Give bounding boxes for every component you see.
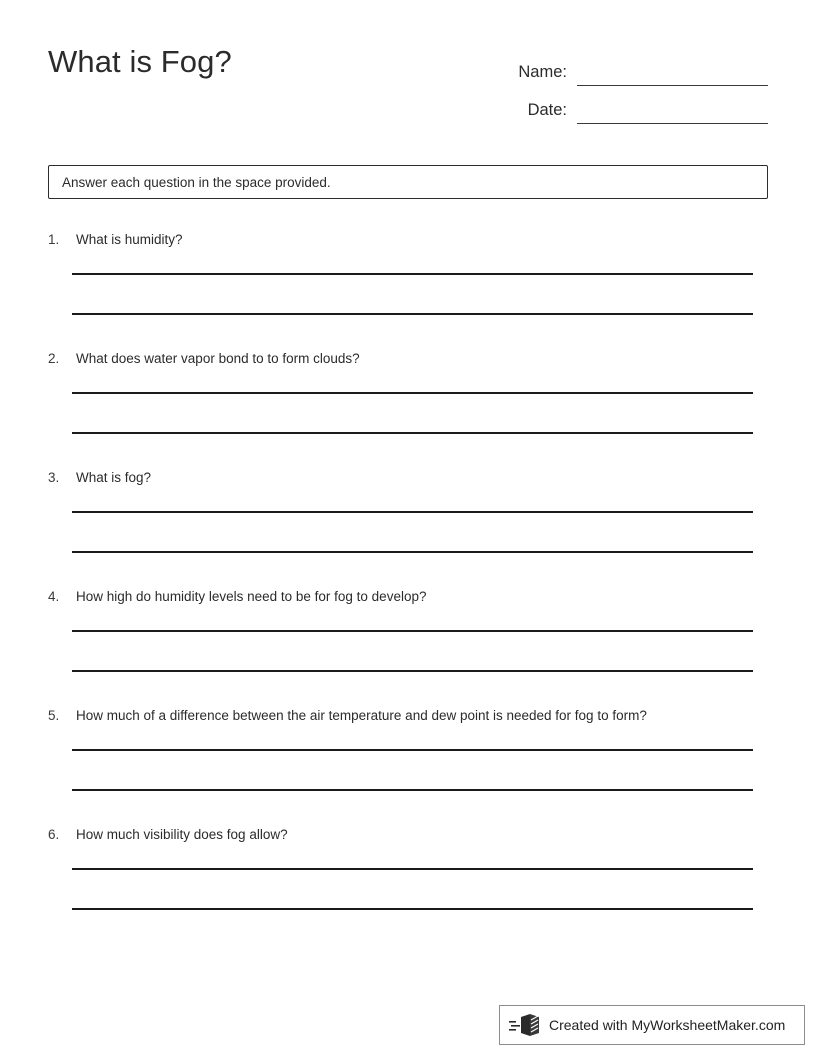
footer-badge-text: Created with MyWorksheetMaker.com: [549, 1017, 786, 1033]
name-date-group: [496, 48, 768, 124]
answer-line[interactable]: [72, 908, 753, 910]
answer-line[interactable]: [72, 273, 753, 275]
question-heading: [48, 469, 768, 487]
answer-line[interactable]: [72, 392, 753, 394]
question-number: 4.: [48, 589, 60, 604]
question-item: [48, 469, 768, 588]
question-heading: [48, 231, 768, 249]
question-number: 2.: [48, 351, 60, 366]
question-number: 6.: [48, 827, 60, 842]
instructions-text: Answer each question in the space provided.: [62, 174, 331, 190]
worksheet-maker-logo-icon: [509, 1011, 543, 1039]
question-text: What does water vapor bond to to form clouds?: [76, 351, 360, 366]
questions-list: [48, 231, 768, 945]
worksheet-header: [48, 40, 768, 130]
answer-line[interactable]: [72, 432, 753, 434]
question-number: 5.: [48, 708, 60, 723]
question-item: [48, 707, 768, 826]
name-row: [496, 48, 768, 86]
question-number: 1.: [48, 232, 60, 247]
question-item: [48, 231, 768, 350]
page-title: What is Fog?: [48, 44, 232, 79]
question-heading: [48, 707, 768, 725]
question-text: How high do humidity levels need to be for fog to develop?: [76, 589, 427, 604]
name-input-line[interactable]: [577, 63, 768, 86]
instructions-box: [48, 165, 768, 199]
question-item: [48, 350, 768, 469]
answer-line[interactable]: [72, 630, 753, 632]
answer-line[interactable]: [72, 749, 753, 751]
footer-attribution-badge[interactable]: [499, 1005, 805, 1045]
question-number: 3.: [48, 470, 60, 485]
date-label: Date:: [527, 101, 567, 119]
answer-line[interactable]: [72, 313, 753, 315]
answer-line[interactable]: [72, 789, 753, 791]
question-heading: [48, 350, 768, 368]
question-text: What is humidity?: [76, 232, 183, 247]
answer-line[interactable]: [72, 868, 753, 870]
date-input-line[interactable]: [577, 101, 768, 124]
question-heading: [48, 588, 768, 606]
question-item: [48, 826, 768, 945]
question-text: How much of a difference between the air temperature and dew point is needed for fog to form?: [76, 708, 647, 723]
date-row: [496, 86, 768, 124]
question-heading: [48, 826, 768, 844]
answer-line[interactable]: [72, 670, 753, 672]
question-text: How much visibility does fog allow?: [76, 827, 288, 842]
answer-line[interactable]: [72, 551, 753, 553]
question-text: What is fog?: [76, 470, 152, 485]
question-item: [48, 588, 768, 707]
name-label: Name:: [518, 63, 567, 81]
answer-line[interactable]: [72, 511, 753, 513]
